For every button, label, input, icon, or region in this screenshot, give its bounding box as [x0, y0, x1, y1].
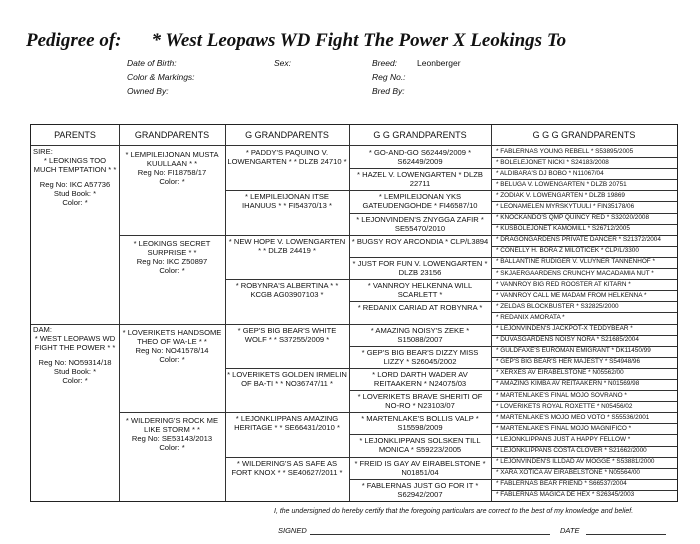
grandparent-color: Color: *: [159, 354, 185, 364]
certification-text: I, the undersigned do hereby certify that the foregoing particulars are correct to the best of my knowledge and belief.: [274, 508, 634, 515]
gg-grandparent-cell: * AMAZING NOISY'S ZEKE * S15088/2007: [370, 325, 470, 344]
ggg-grandparent-cell: * XERXES AV EIRABELSTONE * N05562/00: [496, 369, 624, 377]
grandparent-cell: [121, 150, 223, 233]
title-prefix: Pedigree of:: [26, 30, 122, 51]
dam-name: * WEST LEOPAWS WD FIGHT THE POWER * *: [34, 334, 116, 352]
divider: [225, 190, 349, 191]
divider: [349, 412, 491, 413]
ggg-grandparent-cell: * LEONAMELEN MYRSKYTUULI * FIN35178/06: [496, 202, 635, 210]
page-title: [26, 30, 566, 52]
grandparent-cell: [121, 239, 223, 322]
grandparent-reg: Reg No: NO41578/14: [135, 345, 209, 355]
ggg-grandparent-cell: * REDANIX AMORATA *: [496, 313, 565, 321]
grandparent-cell: [121, 328, 223, 411]
divider: [349, 301, 491, 302]
gg-grandparent-cell: * BUGSY ROY ARCONDIA * CLP/L3894: [351, 236, 489, 246]
divider: [225, 368, 349, 369]
ggg-grandparent-cell: * DUVASGARDENS NOISY NORA * S21685/2004: [496, 336, 639, 344]
sire-color: Color: *: [62, 198, 88, 207]
gg-grandparent-cell: * FREID IS GAY AV EIRABELSTONE * N01851/04: [354, 458, 486, 477]
dog-name: * West Leopaws WD Fight The Power X Leokings To: [151, 30, 567, 51]
ggg-grandparent-cell: * GULDFAXE'S EUROMAN EMIGRANT * DK11450/99: [496, 347, 651, 355]
ggg-grandparent-cell: * VANNROY BIG RED ROOSTER AT KITARN *: [496, 280, 631, 288]
g-grandparent-cell: * PADDY'S PAQUINO V. LOWENGARTEN * * DLZB 24710 *: [227, 148, 347, 166]
divider: [349, 346, 491, 347]
gg-grandparent-cell: * LEJONVINDEN'S ZNYGGA ZAFIR * SE55470/2010: [356, 214, 484, 233]
divider: [225, 412, 349, 413]
divider: [349, 235, 491, 236]
sire-stud-book: Stud Book: *: [53, 189, 97, 198]
grandparent-reg: Reg No: IKC Z50897: [136, 256, 208, 266]
grandparent-reg: Reg No: FI18758/17: [137, 168, 207, 177]
divider: [349, 457, 491, 458]
ggg-grandparent-cell: * KUSBOLEJONET KAMOMILL * S26712/2005: [496, 225, 630, 233]
dam-stud-book: Stud Book: *: [53, 367, 97, 376]
ggg-grandparent-cell: * ZELDAS BLOCKBUSTER * S32825/2000: [496, 302, 619, 310]
grandparent-name: * LOVERIKETS HANDSOME THEO OF WA-LE * *: [122, 327, 222, 346]
breed-label: Breed:: [372, 58, 398, 68]
g-grandparent-cell: * ROBYNRA'S ALBERTINA * * KCGB AG03907103 *: [235, 281, 339, 300]
gg-grandparent-cell: * GO-AND-GO S62449/2009 * S62449/2009: [368, 148, 472, 166]
gg-grandparent-cell: * HAZEL V. LOWENGARTEN * DLZB 22711: [357, 170, 483, 189]
ggg-grandparent-cell: * KNOCKANDO'S QMP QUINCY RED * S32020/2008: [496, 214, 649, 222]
ggg-grandparent-cell: * FABLERNAS YOUNG REBELL * S53895/2005: [496, 147, 634, 155]
divider: [119, 324, 225, 325]
divider: [349, 368, 491, 369]
g-grandparent-cell: * LEMPILEIJONAN ITSE IHANUUS * * FI54370/13 *: [242, 192, 332, 211]
divider: [31, 145, 677, 146]
ggg-grandparent-cell: * ALDIBARA'S DJ BOBO * N11067/04: [496, 169, 604, 177]
divider: [225, 235, 349, 236]
ggg-grandparent-cell: * LOVERIKETS ROYAL ROXETTE * N05456/02: [496, 402, 633, 410]
col-header-ggg-grandparents: G G G GRANDPARENTS: [532, 130, 636, 140]
g-grandparent-cell: * GEP'S BIG BEAR'S WHITE WOLF * * S37255/2009 *: [237, 325, 337, 344]
breed-value: Leonberger: [417, 58, 461, 68]
ggg-grandparent-cell: * BOLELEJONET NICKI * S24183/2008: [496, 158, 609, 166]
sire-cell: [33, 147, 117, 307]
grandparent-cell: [121, 416, 223, 499]
ggg-grandparent-cell: * VANNROY CALL ME MADAM FROM HELKENNA *: [496, 291, 647, 299]
grandparent-name: * LEOKINGS SECRET SURPRISE * *: [133, 238, 211, 257]
ggg-grandparent-cell: * LEJONVINDEN'S JACKPOT-X TEDDYBEAR *: [496, 325, 633, 332]
grandparent-color: Color: *: [159, 443, 185, 453]
gg-grandparent-cell: * LEMPILEIJONAN YKS GATEUDENGOHDE * FI46587/10: [362, 192, 478, 211]
col-header-gg-grandparents: G G GRANDPARENTS: [373, 130, 467, 140]
dam-label: DAM:: [33, 325, 52, 334]
grandparent-color: Color: *: [159, 177, 185, 186]
divider: [349, 324, 491, 325]
grandparent-reg: Reg No: SE53143/2013: [131, 434, 213, 444]
gg-grandparent-cell: * VANNROY HELKENNA WILL SCARLETT *: [367, 281, 473, 300]
signed-label: SIGNED: [278, 526, 307, 535]
signature-line: [310, 534, 550, 535]
dam-reg-no: Reg No: NO59314/18: [38, 358, 112, 367]
ggg-grandparent-cell: * MARTENLAKE'S MOJO MEO VOTO * S55536/2001: [496, 413, 650, 421]
sex-label: Sex:: [274, 58, 292, 68]
divider: [225, 457, 349, 458]
divider: [349, 479, 491, 480]
divider: [349, 390, 491, 391]
ggg-grandparent-cell: * MARTENLAKE'S FINAL MOJO MAGNIFICO *: [496, 424, 632, 432]
reg-no-label: Reg No.:: [372, 72, 406, 82]
date-label: DATE: [560, 526, 580, 535]
date-of-birth-label: Date of Birth:: [127, 58, 177, 68]
grandparent-name: * LEMPILEIJONAN MUSTA KUULLAAN * *: [125, 150, 219, 168]
ggg-grandparent-cell: * BALLANTINE RUDIGER V. VLUYNER TANNENHOF *: [496, 258, 655, 266]
dam-color: Color: *: [62, 376, 88, 385]
divider: [349, 168, 491, 169]
divider: [349, 257, 491, 258]
breed-field: [372, 58, 461, 68]
g-grandparent-cell: * LOVERIKETS GOLDEN IRMELIN OF BA-TI * * NO36747/11 *: [227, 369, 347, 388]
col-header-grandparents: GRANDPARENTS: [134, 130, 210, 140]
gg-grandparent-cell: * FABLERNAS JUST GO FOR IT * S62942/2007: [361, 480, 479, 499]
col-header-g-grandparents: G GRANDPARENTS: [245, 130, 329, 140]
divider: [349, 125, 350, 501]
sire-reg-no: Reg No: IKC A57736: [39, 180, 111, 189]
sire-label: SIRE:: [33, 147, 53, 156]
dam-cell: [33, 325, 117, 495]
divider: [225, 279, 349, 280]
ggg-grandparent-cell: * CONELLY H. BORA Z MILOTICEK * CLP/L/3300: [496, 247, 639, 255]
gg-grandparent-cell: * GEP'S BIG BEAR'S DIZZY MISS LIZZY * S26045/2002: [361, 347, 479, 366]
color-markings-label: Color & Markings:: [127, 72, 195, 82]
grandparent-name: * WILDERING'S ROCK ME LIKE STORM * *: [125, 416, 219, 435]
divider: [349, 279, 491, 280]
ggg-grandparent-cell: * LEJONKLIPPANS COSTA CLOVER * S21662/2000: [496, 447, 647, 455]
divider: [225, 125, 226, 501]
pedigree-page: [12, 14, 688, 536]
gg-grandparent-cell: * REDANIX CARIAD AT ROBYNRA *: [357, 303, 483, 313]
ggg-grandparent-cell: * LEJONKLIPPANS JUST A HAPPY FELLOW *: [496, 435, 631, 443]
pedigree-table: [30, 124, 678, 502]
divider: [349, 434, 491, 435]
grandparent-color: Color: *: [159, 265, 185, 275]
owned-by-label: Owned By:: [127, 86, 169, 96]
ggg-grandparent-cell: * FABLERNAS MAGICA DE HEX * S26345/2003: [496, 491, 635, 499]
divider: [349, 213, 491, 214]
bred-by-label: Bred By:: [372, 86, 405, 96]
ggg-grandparent-cell: * LEJONVINDEN'S ILLDAD AV MOGGE * S53881/2000: [496, 458, 655, 466]
gg-grandparent-cell: * LOVERIKETS BRAVE SHERITI OF NO-RO * N23103/07: [357, 392, 483, 411]
ggg-grandparent-cell: * XARA XOTICA AV EIRABELSTONE * N05564/00: [496, 469, 640, 477]
ggg-grandparent-cell: * ZODIAK V. LOWENGARTEN * DLZB 19869: [496, 191, 625, 199]
g-grandparent-cell: * WILDERING'S AS SAFE AS FORT KNOX * * SE40627/2011 *: [231, 458, 343, 477]
gg-grandparent-cell: * LORD DARTH WADER AV REITAAKERN * N24075/03: [372, 369, 468, 388]
ggg-grandparent-cell: * FABLERNAS BEAR FRIEND * S66537/2004: [496, 480, 627, 488]
col-header-parents: PARENTS: [54, 130, 96, 140]
g-grandparent-cell: * LEJONKLIPPANS AMAZING HERITAGE * * SE66431/2010 *: [234, 414, 340, 433]
ggg-grandparent-cell: * SKJAERGAARDENS CRUNCHY MACADAMIA NUT *: [496, 269, 654, 277]
ggg-grandparent-cell: * AMAZING KIMBA AV REITAAKERN * N01569/98: [496, 380, 640, 388]
ggg-grandparent-cell: * GEP'S BIG BEAR'S HER MAJESTY * S54948/96: [496, 358, 641, 366]
g-grandparent-cell: * NEW HOPE V. LOWENGARTEN * * DLZB 24419 *: [228, 236, 346, 255]
ggg-grandparent-cell: * BELUGA V. LOWENGARTEN * DLZB 20751: [496, 180, 627, 188]
gg-grandparent-cell: * MARTENLAKE'S BOLLIS VALP * S15598/2009: [361, 414, 479, 433]
divider: [225, 324, 349, 325]
ggg-grandparent-cell: * DRAGONGARDENS PRIVATE DANCER * S21372/2004: [496, 236, 661, 244]
gg-grandparent-cell: * JUST FOR FUN V. LOWENGARTEN * DLZB 23156: [352, 258, 488, 277]
divider: [119, 125, 120, 501]
sire-name: * LEOKINGS TOO MUCH TEMPTATION * *: [33, 156, 117, 174]
divider: [349, 190, 491, 191]
divider: [119, 235, 225, 236]
gg-grandparent-cell: * LEJONKLIPPANS SOLSKEN TILL MONICA * S59223/2005: [359, 436, 481, 455]
date-line: [586, 534, 666, 535]
ggg-grandparent-cell: * MARTENLAKE'S FINAL MOJO SOVRANO *: [496, 391, 627, 399]
divider: [119, 412, 225, 413]
